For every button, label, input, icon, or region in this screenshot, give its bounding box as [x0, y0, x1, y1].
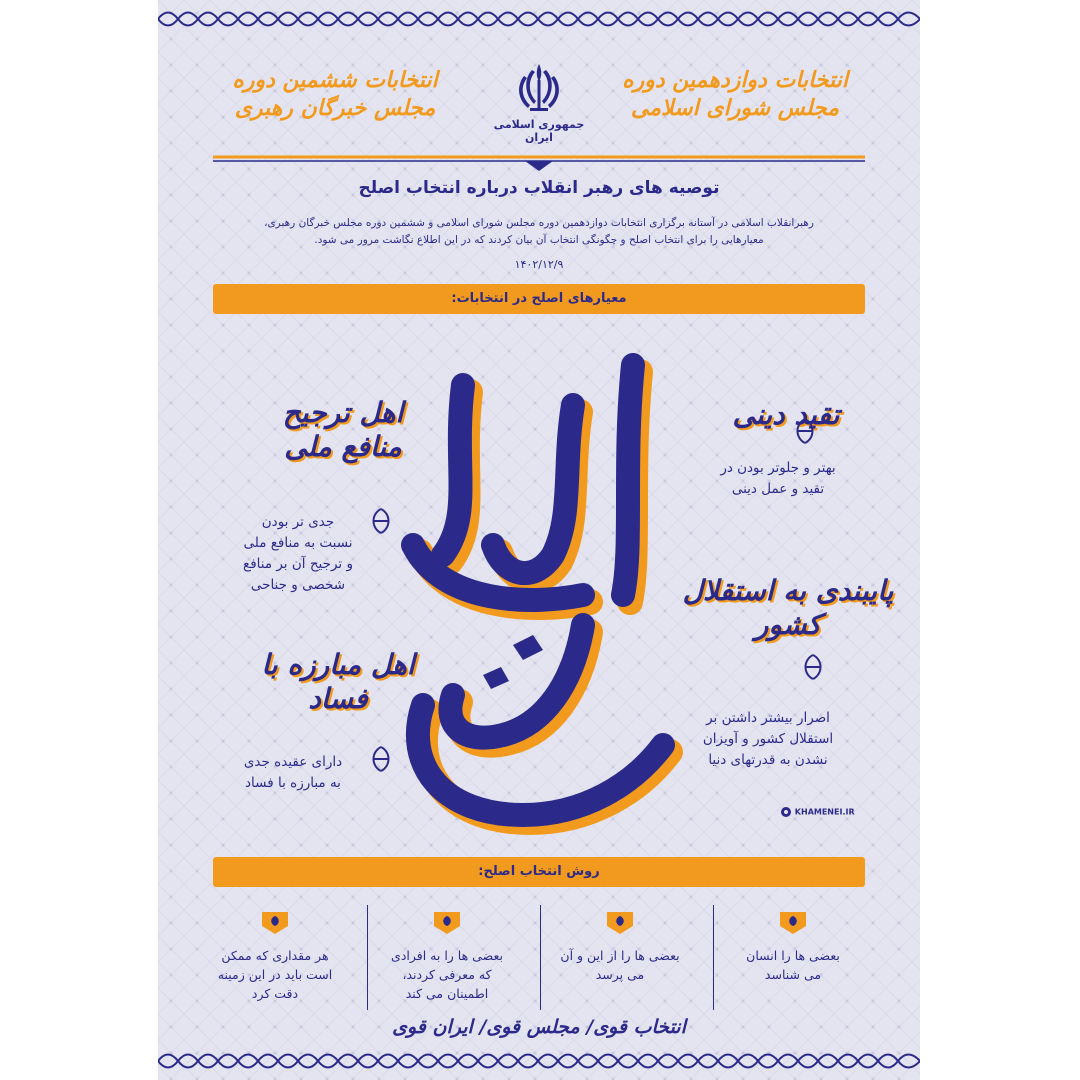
- column-separator: [367, 905, 368, 1010]
- desc-line: بهتر و جلوتر بودن در: [720, 460, 836, 476]
- top-border-ornament: [158, 4, 920, 34]
- criterion-heading: تقید دینی: [732, 398, 840, 431]
- flourish-icon: [798, 652, 828, 682]
- criterion-description: [208, 512, 388, 596]
- desc-line: جدی تر بودن: [261, 514, 335, 530]
- desc-line: نسبت به منافع ملی: [243, 535, 353, 551]
- calligraphy-illustration: [383, 345, 693, 845]
- method-line: که معرفی کردند،: [402, 967, 492, 982]
- ornament-icon: [605, 910, 635, 936]
- intro-line: رهبرانقلاب اسلامی در آستانه برگزاری انتخابات دوازدهمین دوره مجلس شورای اسلامی و ششمین دوره مجلس خبرگان رهبری،: [264, 217, 814, 229]
- poster: [158, 0, 920, 1080]
- criterion-description: [668, 708, 868, 771]
- desc-line: به مبارزه با فساد: [245, 775, 341, 791]
- method-line: بعضی ها را انسان: [746, 948, 840, 963]
- method-line: بعضی ها را از این و آن: [560, 948, 680, 963]
- criterion-heading: اهل ترجیح منافع ملی: [282, 396, 404, 463]
- method-text: [718, 946, 868, 984]
- method-item: [718, 910, 868, 1020]
- bottom-border-ornament: [158, 1046, 920, 1076]
- method-item: [372, 910, 522, 1020]
- khamenei-watermark: [780, 806, 870, 822]
- slogan: انتخاب قوی/ مجلس قوی/ ایران قوی: [392, 1016, 686, 1038]
- method-line: اطمینان می کند: [405, 986, 489, 1001]
- desc-line: و ترجیح آن بر منافع: [243, 556, 353, 572]
- header-divider: [213, 153, 865, 173]
- header-assembly-election: انتخابات ششمین دوره مجلس خبرگان رهبری: [232, 67, 438, 121]
- intro-line: معیارهایی را برای انتخاب اصلح و چگونگی انتخاب آن بیان کردند که در این اطلاع نگاشت مرور می شود.: [314, 234, 764, 246]
- method-item: [200, 910, 350, 1020]
- method-text: [372, 946, 522, 1003]
- method-line: است باید در این زمینه: [217, 967, 333, 982]
- ornament-icon: [432, 910, 462, 936]
- desc-line: استقلال کشور و آویزان: [702, 731, 834, 747]
- watermark-text: KHAMENEI.IR: [794, 807, 855, 817]
- method-line: می شناسد: [764, 967, 822, 982]
- desc-line: دارای عقیده جدی: [243, 754, 343, 770]
- criterion-heading: اهل مبارزه با فساد: [261, 648, 415, 715]
- criteria-banner: معیارهای اصلح در انتخابات:: [213, 284, 865, 314]
- flourish-icon: [790, 416, 820, 446]
- method-line: هر مقداری که ممکن: [221, 948, 329, 963]
- method-line: بعضی ها را به افرادی: [391, 948, 503, 963]
- criterion-description: [208, 752, 378, 794]
- method-line: می پرسد: [595, 967, 645, 982]
- publish-date: ۱۴۰۲/۱۲/۹: [514, 258, 564, 271]
- method-text: [545, 946, 695, 984]
- criterion-heading: پایبندی به استقلال کشور: [682, 574, 894, 641]
- method-line: دقت کرد: [251, 986, 299, 1001]
- desc-line: شخصی و جناحی: [250, 577, 346, 593]
- iran-emblem-icon: [508, 60, 570, 114]
- ornament-icon: [778, 910, 808, 936]
- method-banner: روش انتخاب اصلح:: [213, 857, 865, 887]
- column-separator: [713, 905, 714, 1010]
- ornament-icon: [260, 910, 290, 936]
- column-separator: [540, 905, 541, 1010]
- header-parliament-election: انتخابات دوازدهمین دوره مجلس شورای اسلامی: [622, 67, 848, 121]
- method-text: [200, 946, 350, 1003]
- method-item: [545, 910, 695, 1020]
- intro-text: [208, 215, 870, 249]
- criterion-description: [688, 458, 868, 500]
- site-logo-icon: [780, 806, 792, 818]
- emblem-caption: جمهوری اسلامی ایران: [493, 118, 585, 144]
- desc-line: نشدن به قدرتهای دنیا: [708, 752, 828, 768]
- desc-line: اصرار بیشتر داشتن بر: [706, 710, 830, 726]
- desc-line: تقید و عمل دینی: [731, 481, 825, 497]
- page-title: توصیه های رهبر انقلاب درباره انتخاب اصلح: [358, 178, 720, 198]
